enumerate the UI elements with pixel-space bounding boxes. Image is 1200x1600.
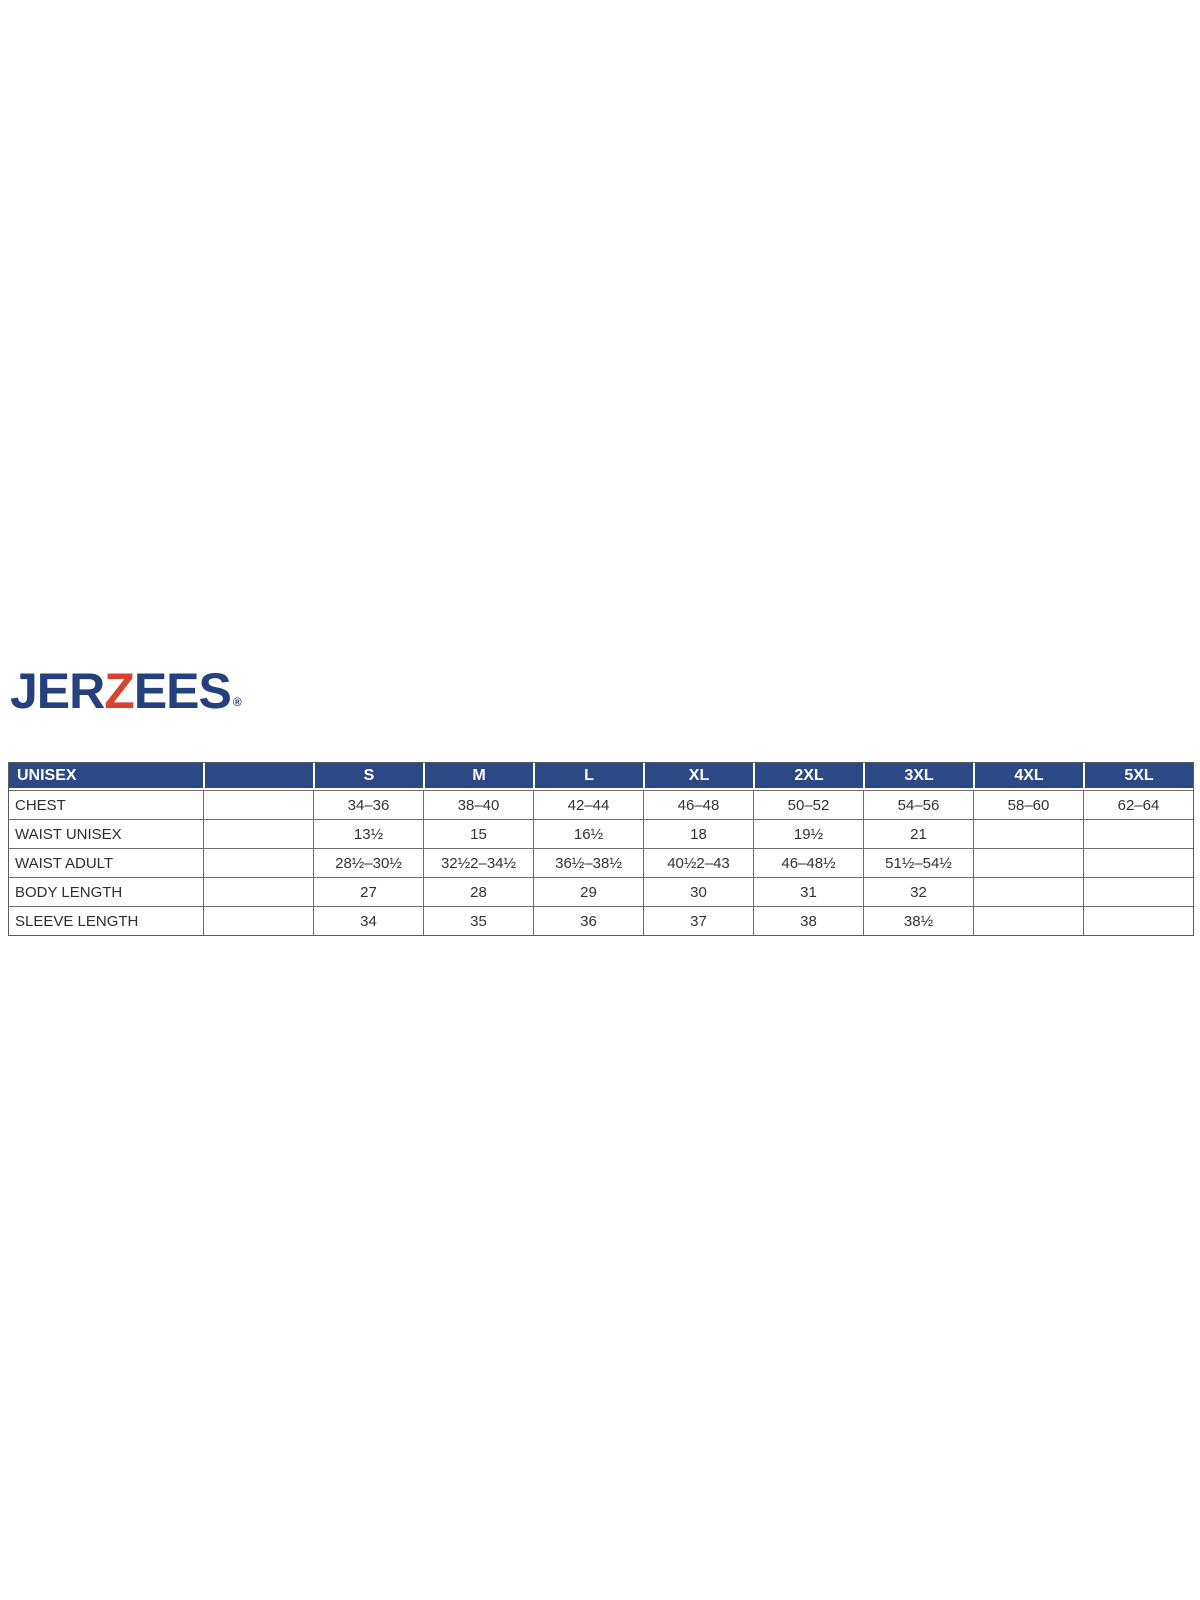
size-value-cell (973, 819, 1083, 848)
row-label: BODY LENGTH (9, 877, 203, 906)
size-value-cell (1083, 877, 1193, 906)
size-value-cell (973, 877, 1083, 906)
header-cell-size-s: S (313, 763, 423, 790)
size-value-cell: 28 (423, 877, 533, 906)
size-value-cell: 46–48 (643, 790, 753, 819)
size-value-cell: 42–44 (533, 790, 643, 819)
row-label: WAIST ADULT (9, 848, 203, 877)
jerzees-logo (10, 663, 242, 719)
spacer-cell (203, 848, 313, 877)
size-value-cell: 40½2–43 (643, 848, 753, 877)
spacer-cell (203, 906, 313, 935)
header-cell-size-m: M (423, 763, 533, 790)
size-chart-row-sleeve-length (9, 906, 1193, 935)
size-chart-row-waist-unisex (9, 819, 1193, 848)
size-value-cell: 16½ (533, 819, 643, 848)
size-value-cell: 18 (643, 819, 753, 848)
size-value-cell: 30 (643, 877, 753, 906)
size-chart-row-body-length (9, 877, 1193, 906)
header-cell-size-l: L (533, 763, 643, 790)
size-value-cell (1083, 848, 1193, 877)
size-value-cell: 38½ (863, 906, 973, 935)
size-value-cell: 38–40 (423, 790, 533, 819)
spacer-cell (203, 819, 313, 848)
header-cell-size-2xl: 2XL (753, 763, 863, 790)
size-value-cell: 27 (313, 877, 423, 906)
size-chart-row-waist-adult (9, 848, 1193, 877)
header-cell-size-3xl: 3XL (863, 763, 973, 790)
header-cell-spacer (203, 763, 313, 790)
header-cell-size-5xl: 5XL (1083, 763, 1193, 790)
spacer-cell (203, 790, 313, 819)
header-cell-size-xl: XL (643, 763, 753, 790)
size-value-cell: 32½2–34½ (423, 848, 533, 877)
size-value-cell: 50–52 (753, 790, 863, 819)
size-value-cell: 51½–54½ (863, 848, 973, 877)
size-value-cell: 19½ (753, 819, 863, 848)
size-value-cell: 38 (753, 906, 863, 935)
spacer-cell (203, 877, 313, 906)
header-cell-unisex: UNISEX (9, 763, 203, 790)
size-value-cell: 36½–38½ (533, 848, 643, 877)
size-value-cell (1083, 906, 1193, 935)
header-cell-size-4xl: 4XL (973, 763, 1083, 790)
size-value-cell: 31 (753, 877, 863, 906)
size-value-cell: 36 (533, 906, 643, 935)
size-value-cell: 35 (423, 906, 533, 935)
row-label: WAIST UNISEX (9, 819, 203, 848)
logo-text-z: Z (104, 663, 134, 719)
size-chart-header-row (9, 763, 1193, 790)
logo-text-jer: JER (10, 663, 105, 719)
size-value-cell: 32 (863, 877, 973, 906)
size-value-cell: 46–48½ (753, 848, 863, 877)
size-value-cell (973, 906, 1083, 935)
registered-trademark: ® (232, 695, 242, 709)
size-value-cell: 54–56 (863, 790, 973, 819)
size-value-cell: 15 (423, 819, 533, 848)
size-value-cell: 37 (643, 906, 753, 935)
size-value-cell: 34–36 (313, 790, 423, 819)
size-value-cell: 21 (863, 819, 973, 848)
logo-text-ees: EES (133, 663, 231, 719)
size-value-cell (973, 848, 1083, 877)
row-label: CHEST (9, 790, 203, 819)
size-value-cell (1083, 819, 1193, 848)
size-value-cell: 62–64 (1083, 790, 1193, 819)
size-value-cell: 13½ (313, 819, 423, 848)
size-value-cell: 28½–30½ (313, 848, 423, 877)
size-chart-row-chest (9, 790, 1193, 819)
size-value-cell: 34 (313, 906, 423, 935)
size-chart-table (8, 762, 1194, 936)
size-value-cell: 29 (533, 877, 643, 906)
row-label: SLEEVE LENGTH (9, 906, 203, 935)
size-value-cell: 58–60 (973, 790, 1083, 819)
